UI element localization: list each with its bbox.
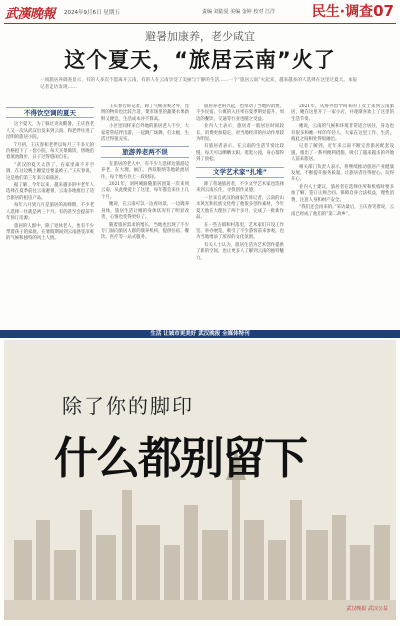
section-label (312, 1, 394, 21)
paragraph: 2021年，刘阿姨跟随旅居团第一次来到云南，从此便爱上了这里，每年都会来住上几个月。 (101, 182, 189, 200)
paragraph: 王庆春告诉记者，除了气候凉爽之外，昆明的物价也比较合适，菜市场里的蔬菜水果新鲜又便宜，生活成本并不算高。 (101, 104, 189, 122)
paragraph: 2021年，从海外留学回来的丁女士来到云南旅居，她在这里开了一家小店，并逐渐喜欢上了这里的生活节奏。 (291, 104, 394, 122)
paragraph: 她说，云南的气候和环境非常适合居住，身边也有很多和她一样的年轻人，大家在这里工作、生活，彼此之间相处得很融洽。 (291, 124, 394, 143)
paragraph: “我们还会再来的。”采访最后，王庆春笑着说，云南已经成了他们的“第二故乡”。 (291, 205, 394, 217)
paragraph: 7月初，王庆春和老伴以每月三千多元的价格租下了一套小院，每天买菜做饭，傍晚沿着滇池散步，日子过得悠闲自在。 (6, 142, 94, 161)
issue-date: 2024年9月6日 星期五 (64, 10, 120, 16)
paragraph: 据了解，今年以来，越来越多的中老年人选择在夏季前往云南避暑，云南多地推出了适合旅居的租房产品。 (6, 183, 94, 201)
column-2-subhead: 旅游养老两不误 (101, 146, 189, 157)
paragraph: 在一些古镇和村落里，艺术家们开设工作室、举办展览，吸引了不少游客前来参观，也为当地增添了浓厚的文化氛围。 (196, 222, 284, 241)
paragraph: 业内人士表示，旅居者一般居住时间较长，消费更加稳定，对当地经济的拉动作用较为明显。 (196, 124, 284, 143)
paragraph: 每年六月到九月是旅居的高峰期，不少老人选择一住就是两三个月，有的甚至会提前半年预订房源。 (6, 203, 94, 222)
column-1-subhead: 不得饮空调的夏天 (6, 107, 94, 118)
banner-credit: 武汉晚报 武汉公益 (346, 606, 388, 612)
paragraph: 这个夏天，为了躲过炎炎酷暑，王庆春老人又一次从武汉出发来到云南，和老伴住进了昆明的旅居小院。 (6, 122, 94, 141)
article-headline: 这个夏天，“旅居云南”火了 (64, 48, 336, 72)
masthead-rule (4, 23, 396, 24)
paragraph: 相关部门负责人表示，将继续推动旅居产业健康发展，不断提升服务质量，让旅居者住得舒心、玩得开心。 (291, 164, 394, 183)
paragraph: 旅居养老的兴起，也带动了当地的消费。不少民宿、公寓的入住率在夏季明显提升，周边的餐饮、交通等行业也随之受益。 (196, 104, 284, 122)
article-subtitle: 避暑加康养，老少咸宜 (145, 30, 255, 43)
section-name: 民生·调查 (311, 4, 374, 20)
paragraph: 小区里同样来自外地的旅居老人不少，大家常常结伴出游，一起跳广场舞、打太极，生活过得很充实。 (101, 124, 189, 143)
public-service-banner (4, 340, 396, 620)
paragraph: 在旅居的老人中，有不少人选择边旅游边养老，在大理、丽江、西双版纳等地轮流居住，每个地方住上一段时间。 (101, 161, 189, 180)
article-lead: 一项旅居养调查显示，有的人多次不愿离开云南，有的人在云南享受了美丽与宁静的生活……一个“旅居云南”火起来，越来越多的人选择在这里过夏天。本报记者走访发现…… (40, 78, 358, 90)
paragraph: 记者了解到，近年来云南不断完善旅居配套设施，推出了一系列便利措施，吸引了越来越多的外地人前来旅居。 (291, 144, 394, 163)
paragraph: 除了普通旅居者，不少文学艺术家也选择来到云南长住，寻找创作灵感。 (196, 182, 284, 194)
newspaper-logo: 武漢晚報 (5, 7, 56, 22)
banner-slogan-line-1: 除了你的脚印 (62, 394, 194, 418)
page-number: 07 (373, 2, 394, 20)
paragraph: “武汉的夏天太热了，在家里离不开空调，在这边晚上睡觉还要盖被子。”王庆春说，这是他们第三年来云南旅居。 (6, 162, 94, 181)
paragraph: 随着旅居需求的增长，当地也出现了不少专门面向旅居人群的康养机构，提供住宿、餐饮、医疗等一站式服务。 (101, 222, 189, 241)
banner-slogan-line-2: 什么都别留下 (54, 433, 306, 484)
paragraph: 她说，在云南可以一边看风景，一边调养身体，旅居生活让她的身体状况有了明显改善，心情也变得更好了。 (101, 202, 189, 221)
paragraph: 旅居的人群中，除了退休老人，也有不少带着孩子的家庭，在暑假期间到云南感受凉爽的气候和独特的风土人情。 (6, 223, 94, 242)
paragraph: 业内人士建议，旅居者在选择住所和机构时要多加了解，签订正规合同，保障自身合法权益，理性消费，注意人身和财产安全。 (291, 184, 394, 203)
paragraph: 有旅居者表示，在云南的生活节奏比较慢，每天可以晒晒太阳、逛逛公园，身心都得到了放松。 (196, 144, 284, 163)
masthead (0, 0, 400, 24)
column-3-subhead: 文学艺术家“扎堆” (196, 167, 284, 178)
editor-credits: 责编 刘陆夏 美编 金婷 校对 江洋 (202, 9, 275, 15)
footer-strip-text: 生活 让城市更美好 武汉晚报 全媒体特刊 (150, 331, 250, 337)
paragraph: 有关人士认为，旅居生活为艺术创作提供了新的空间，也让更多人了解到云南的独特魅力。 (196, 242, 284, 261)
paragraph: 一位来自武汉的画家告诉记者，云南的山水风光和民族文化给了他很多创作素材，今年夏天他在大理住了两个多月，完成了一批新作品。 (196, 195, 284, 221)
